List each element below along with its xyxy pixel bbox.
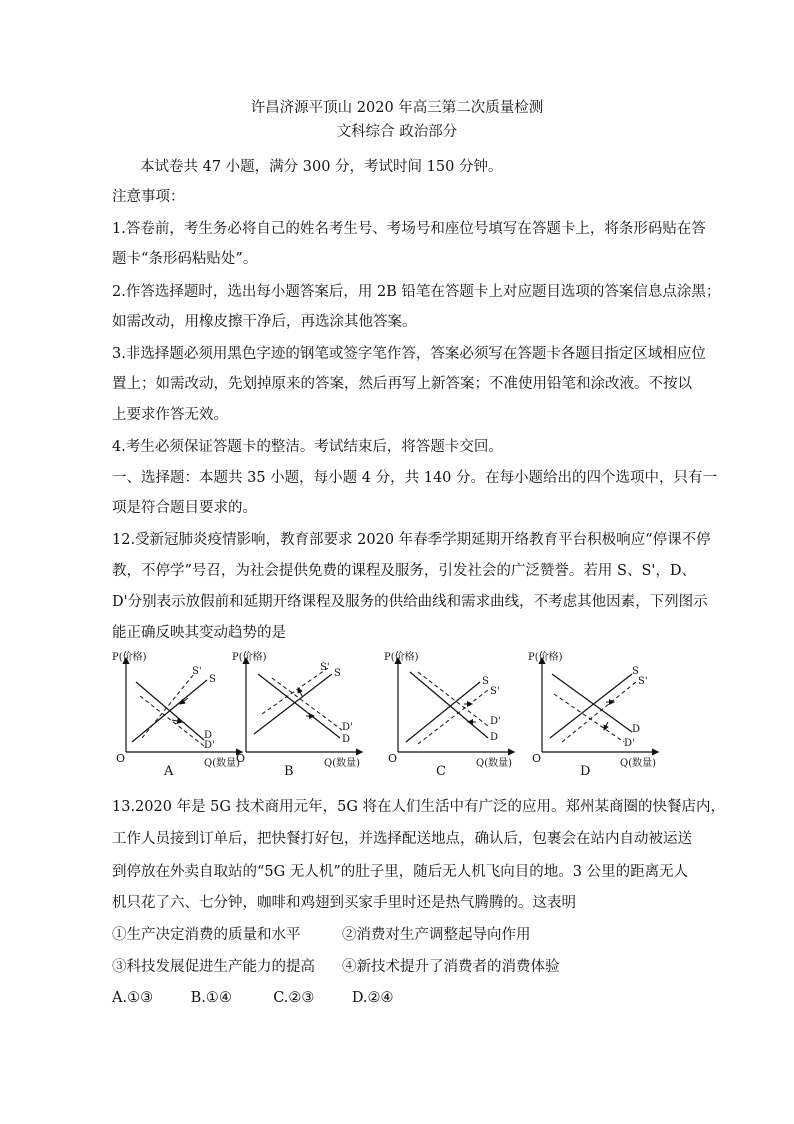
curve-d2-label: D' <box>490 716 501 727</box>
question-13-item: ①生产决定消费的质量和水平 <box>112 927 301 943</box>
graph-letter: A <box>164 764 174 779</box>
y-axis-label: P(价格) <box>232 652 267 663</box>
curve-s2-label: S' <box>192 666 202 677</box>
x-axis-label: Q(数量) <box>620 758 657 769</box>
curve-s-label: S <box>209 674 216 685</box>
question-12-text: 12.受新冠肺炎疫情影响，教育部要求 2020 年春季学期延期开络教育平台积极响应“停课不停 <box>112 532 711 548</box>
note-line: 4.考生必须保证答题卡的整洁。考试结束后，将答题卡交回。 <box>112 439 503 455</box>
y-axis-label: P(价格) <box>384 652 419 663</box>
origin-label: O <box>116 752 126 765</box>
curve-d-label: D <box>204 730 213 741</box>
x-axis-label: Q(数量) <box>324 758 361 769</box>
option-c[interactable]: C.②③ <box>273 990 315 1006</box>
curve-d2-label: D' <box>624 738 635 749</box>
option-a[interactable]: A.①③ <box>112 990 154 1006</box>
origin-label: O <box>388 752 398 765</box>
question-13-text: 到停放在外卖自取站的“5G 无人机”的肚子里，随后无人机飞向目的地。3 公里的距离无人 <box>112 864 689 880</box>
exam-subtitle: 文科综合 政治部分 <box>336 124 458 140</box>
option-d[interactable]: D.②④ <box>351 990 394 1006</box>
graph-letter: D <box>580 764 591 779</box>
note-line: 如需改动，用橡皮擦干净后，再选涂其他答案。 <box>112 314 417 330</box>
curve-s2-label: S' <box>638 676 648 687</box>
curve-d-label: D <box>490 732 499 743</box>
origin-label: O <box>236 752 246 765</box>
curve-d2-label: D' <box>342 722 353 733</box>
question-13-options <box>112 988 394 1008</box>
x-axis-label: Q(数量) <box>204 758 241 769</box>
question-13-item: ②消费对生产调整起导向作用 <box>342 927 531 943</box>
y-axis-label: P(价格) <box>528 652 563 663</box>
x-axis-label: Q(数量) <box>476 758 513 769</box>
curve-s2-label: S' <box>490 686 500 697</box>
exam-title: 许昌济源平顶山 2020 年高三第二次质量检测 <box>250 100 544 116</box>
section-heading: 一、选择题：本题共 35 小题，每小题 4 分，共 140 分。在每小题给出的四个选项中，只有一 <box>112 470 718 486</box>
question-12-text: 能正确反映其变动趋势的是 <box>112 625 286 641</box>
question-12-text: D'分别表示放假前和延期开络课程及服务的供给曲线和需求曲线，不考虑其他因素，下列图示 <box>112 594 708 610</box>
note-line: 1.答卷前，考生务必将自己的姓名考生号、考场号和座位号填写在答题卡上，将条形码贴在答 <box>112 221 706 237</box>
curve-d-label: D <box>632 724 641 735</box>
graph-letter: B <box>284 764 294 779</box>
graph-d <box>528 652 668 782</box>
curve-d-label: D <box>342 734 351 745</box>
curve-d2-label: D' <box>204 740 215 751</box>
graph-b <box>232 652 372 782</box>
note-line: 置上；如需改动，先划掉原来的答案，然后再写上新答案；不准使用铅笔和涂改液。不按以 <box>112 376 692 392</box>
graph-letter: C <box>436 764 446 779</box>
question-13-text: 机只花了六、七分钟，咖啡和鸡翅到买家手里时还是热气腾腾的。这表明 <box>112 895 576 911</box>
note-line: 上要求作答无效。 <box>112 407 228 423</box>
curve-s-label: S <box>482 676 489 687</box>
note-line: 2.作答选择题时，选出每小题答案后，用 2B 铅笔在答题卡上对应题目选项的答案信息点涂黑； <box>112 284 721 300</box>
question-13-item: ④新技术提升了消费者的消费体验 <box>342 959 560 975</box>
question-13-text: 13.2020 年是 5G 技术商用元年，5G 将在人们生活中有广泛的应用。郑州某商圈的快餐店内， <box>112 799 726 815</box>
option-b[interactable]: B.①④ <box>190 990 232 1006</box>
curve-s2-label: S' <box>320 662 330 673</box>
curve-s-label: S <box>632 666 639 677</box>
note-line: 题卡“条形码粘贴处”。 <box>112 251 258 267</box>
question-13-item: ③科技发展促进生产能力的提高 <box>112 959 315 975</box>
origin-label: O <box>532 752 542 765</box>
note-line: 3.非选择题必须用黑色字迹的钢笔或签字笔作答，答案必须写在答题卡各题目指定区域相应位 <box>112 346 706 362</box>
graph-a <box>112 652 252 782</box>
intro-text: 本试卷共 47 小题，满分 300 分，考试时间 150 分钟。 <box>140 159 503 175</box>
question-12-text: 教，不停学”号召，为社会提供免费的课程及服务，引发社会的广泛赞誉。若用 S、S'，D、 <box>112 563 696 579</box>
notes-heading: 注意事项： <box>112 189 185 205</box>
section-heading: 项是符合题目要求的。 <box>112 500 257 516</box>
question-13-text: 工作人员接到订单后，把快餐打好包，并选择配送地点，确认后，包裹会在站内自动被运送 <box>112 831 692 847</box>
y-axis-label: P(价格) <box>112 652 147 663</box>
graph-c <box>384 652 524 782</box>
curve-s-label: S <box>334 668 341 679</box>
